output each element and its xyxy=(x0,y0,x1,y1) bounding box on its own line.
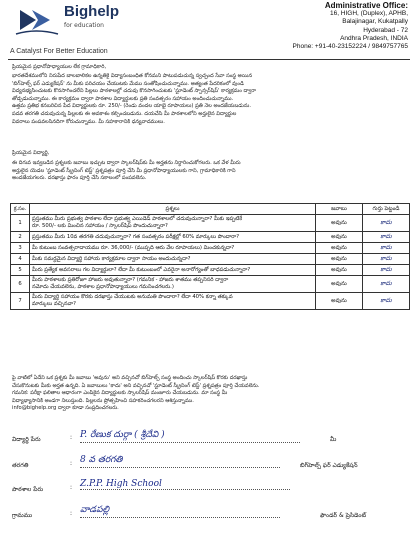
tagline: A Catalyst For Better Education xyxy=(10,48,108,55)
question-text: రూ. 500/- లకు మించిన సహాయం / స్కాలర్‌షిప్ పొందుచున్నారా? xyxy=(32,223,168,229)
table-row xyxy=(11,293,410,310)
salutation: ప్రియమైన ప్రధానోపాధ్యాయుల లేక గ్రామాధికారి, xyxy=(12,64,107,70)
header-divider xyxy=(8,59,410,60)
eligibility-table xyxy=(10,203,410,310)
name-label: విద్యార్థి పేరు xyxy=(12,436,41,443)
salutation-student: ప్రియమైన విద్యార్థి, xyxy=(12,150,50,156)
row-number: 3 xyxy=(11,243,30,254)
school-field[interactable]: Z.P.P. High School xyxy=(80,479,290,490)
village-field[interactable]: వాడపల్లి xyxy=(80,505,280,518)
office-address xyxy=(238,2,408,51)
closing-line-1: మీ xyxy=(330,436,337,443)
village-label: గ్రామము xyxy=(12,512,33,519)
question-text: మీరు పాఠశాలకు ప్రతిరోజూ హాజరు అవుతున్నారా? (గమనిక - హాజరు శాతము తప్పనిసరి ద్వారా xyxy=(32,277,229,283)
text-line: గమనిక: పరీక్షా ఫలితాల ఆధారంగా ఎంపికైన విద్యార్థులకు స్కాలర్‌షిప్ మంజూరు చేయబడును. మా సంస్థ మీ xyxy=(12,390,228,397)
table-row xyxy=(11,276,410,293)
question-cell xyxy=(30,276,316,293)
answer-cell[interactable]: అవును xyxy=(316,254,363,265)
answer-cell[interactable]: అవును xyxy=(316,276,363,293)
answer-cell[interactable]: అవును xyxy=(316,293,363,310)
text-line: విద్యాభ్యాసానికి అండగా నిలుస్తుంది. పిల్లలను ప్రోత్సహించి సహకరించగలరని ఆశిస్తున్నాము. xyxy=(12,397,194,404)
closing-line-3: ఫౌండర్ & ప్రెసిడెంట్ xyxy=(320,512,367,519)
class-field[interactable]: 8 వ తరగతి xyxy=(80,455,280,468)
address-line: Hyderabad - 72 xyxy=(363,26,408,34)
text-line: వివరాలు పంపవలసినదిగా కోరుచున్నాము. మీ సహకారానికి ధన్యవాదములు. xyxy=(12,118,165,125)
tick-cell[interactable]: కాదు xyxy=(363,232,410,243)
col-number: క్ర.సం. xyxy=(11,204,30,215)
tick-cell[interactable]: కాదు xyxy=(363,276,410,293)
col-tick: గుర్తు పెట్టండి xyxy=(363,204,410,215)
class-label: తరగతి xyxy=(12,462,29,469)
tick-cell[interactable]: కాదు xyxy=(363,254,410,265)
text-line: పై వాటిలో ఏదేని ఒక ప్రశ్నకు మీ జవాబు 'అవును' అని వచ్చినచో బిగ్‌హెల్ప్ సంస్థ అందించు స్కాలర్‌షిప్ కొరకు దరఖాస్తు xyxy=(12,375,248,381)
answer-cell[interactable]: అవును xyxy=(316,243,363,254)
row-number: 1 xyxy=(11,215,30,232)
text-line: info@bighelp.org ద్వారా కూడా సంప్రదించగలరు. xyxy=(12,405,119,412)
text-line: 'బిగ్‌హెల్ప్ ఫర్ ఎడ్యుకేషన్' ను మీకు పరిచయం చేయుటకు మేము సంతోషించుచున్నాము. అత్యంత పేదరికంలో వుండి xyxy=(12,80,244,87)
text-line: చేసుకొనుటకు మీకు అర్హత ఉన్నది. ఏ జవాబులు 'కాదు' అని వచ్చినచో 'స్టూడెంట్ స్క్రీనింగ్ టెస్ట్' ప్రశ్నపత్రం పూర్తి చేయవలెను. xyxy=(12,382,260,389)
tick-cell[interactable]: కాదు xyxy=(363,293,410,310)
office-title: Administrative Office: xyxy=(324,1,408,10)
row-number: 2 xyxy=(11,232,30,243)
question-text: మీ కుటుంబ సంవత్సరాదాయము రూ. 36,000/- (ముప్పది ఆరు వేల రూపాయలు) మించకున్నదా? xyxy=(32,244,235,251)
closing-line-2: బిగ్‌హెల్ప్ ఫర్ ఎడ్యుకేషన్ xyxy=(300,462,358,469)
table-row xyxy=(11,232,410,243)
address-line: Andhra Pradesh, INDIA xyxy=(340,34,408,42)
col-answer: జవాబు xyxy=(316,204,363,215)
row-number: 7 xyxy=(11,293,30,310)
table-row xyxy=(11,265,410,276)
text-line: అందజేయగలరు. దరఖాస్తు ఫారం పూర్తి చేసి సకాలంలో పంపవలెను. xyxy=(12,175,147,182)
letter-paragraph-2 xyxy=(12,160,408,183)
row-number: 5 xyxy=(11,265,30,276)
question-cell xyxy=(30,215,316,232)
brand-name: Bighelp xyxy=(64,3,119,20)
address-line: 16, HIGH, (Duplex), APHB, xyxy=(329,10,408,18)
question-cell xyxy=(30,254,316,265)
answer-cell[interactable]: అవును xyxy=(316,232,363,243)
question-cell xyxy=(30,265,316,276)
row-number: 6 xyxy=(11,276,30,293)
question-text: ప్రస్తుతము మీరు 10వ తరగతి చదువుచున్నారా? గత సంవత్సరం పరీక్షల్లో 60% మార్కులు పొందారా? xyxy=(32,233,240,240)
brand-subtitle: for education xyxy=(64,22,104,29)
table-row xyxy=(11,254,410,265)
text-line: అర్హులైన యెడల 'స్టూడెంట్ స్క్రీనింగ్ టెస్ట్' ప్రశ్నపత్రం పూర్తి చేసి మీ ప్రధానోపాధ్యాయులకు గాని, గ్రామాధికారికి గాని xyxy=(12,167,236,174)
logo-icon xyxy=(10,4,62,38)
text-line: విద్యనభ్యసించుటకు కొనసాగించలేని పిల్లలు పాఠశాలల్లో చదువు కొనసాగించుటకు 'స్టూడెంట్ స్పాన్సర్‌షిప్' కార్యక్రమం ద్వారా xyxy=(12,88,257,95)
question-text: మీరు ప్రత్యేక అవసరాలు గల విద్యార్థులా? లేదా మీ కుటుంబంలో ఎవరైనా అనారోగ్యంతో బాధపడుచున్నారా? xyxy=(32,266,251,273)
table-row xyxy=(11,243,410,254)
text-line: తోడ్పడుచున్నాము. ఈ కార్యక్రమం ద్వారా పాఠశాల విద్యార్థులకు ప్రతి సంవత్సరం సహాయం అందించుచున్నాము. xyxy=(12,95,234,102)
question-text: ప్రస్తుతము మీరు ప్రభుత్వ పాఠశాల లేదా ప్రభుత్వ ఎయిడెడ్ పాఠశాలలో చదువుచున్నారా? మీకు ఇప్పటికే xyxy=(32,216,243,222)
school-label: పాఠశాల పేరు xyxy=(12,486,44,493)
answer-cell[interactable]: అవును xyxy=(316,215,363,232)
question-text: నమోదు చేయవలెను, పాఠశాల ప్రధానోపాధ్యాయులు గమనించగలరు.) xyxy=(32,284,174,290)
question-text: మీరు విద్యార్థి సహాయం కొరకు దరఖాస్తు చేయుటకు అనుమతి పొందారా? లేదా 40% కన్నా తక్కువ xyxy=(32,294,233,300)
text-line: ఈ దిగువ ఇవ్వబడిన ప్రశ్నలకు జవాబు ఇచ్చుట ద్వారా స్కాలర్‌షిప్‌కు మీ అర్హతను నిర్ధారించుకోగలరు. ఒక వేళ మీరు xyxy=(12,160,241,166)
question-cell xyxy=(30,232,316,243)
tick-cell[interactable]: కాదు xyxy=(363,265,410,276)
text-line: భారతదేశములోని నిరుపేద బాలబాలికల ఉన్నతికై విద్యాసంబంధిత కోనమని పాటుపడుచున్న స్వచ్ఛంద సేవా సంస్థ అయిన xyxy=(12,73,253,79)
text-line: ఉత్తమ ప్రతిభ కనబరిచిన పేద విద్యార్థులకు రూ. 250/- (రెండు వందల యాభై రూపాయలు) ప్రతి నెల అందజేయబడును. xyxy=(12,103,251,110)
logo xyxy=(10,4,62,38)
question-text: మీకు సమర్ధమైన విద్యార్థి సహాయ కార్యక్రమాల ద్వారా సాయం అందుచున్నదా? xyxy=(32,255,191,262)
tick-cell[interactable]: కాదు xyxy=(363,243,410,254)
question-text: మార్కులు వచ్చినవా? xyxy=(32,301,76,307)
col-question: ప్రశ్నలు xyxy=(30,204,316,215)
row-number: 4 xyxy=(11,254,30,265)
eligibility-note xyxy=(12,375,408,413)
question-cell xyxy=(30,293,316,310)
student-name-field[interactable]: P. రేణుక దుర్గా ( శ్రీదేవి ) xyxy=(80,430,300,443)
answer-cell[interactable]: అవును xyxy=(316,265,363,276)
question-cell xyxy=(30,243,316,254)
text-line: పదవ తరగతి చదువుచున్న పిల్లలకు ఈ అవకాశం కల్పించబడును. దయచేసి మీ పాఠశాలలోని అర్హులైన విద్యార్థుల xyxy=(12,110,237,117)
table-header xyxy=(11,204,410,215)
phone: Phone: +91-40-23152224 / 9849757765 xyxy=(292,43,408,51)
table-row xyxy=(11,215,410,232)
tick-cell[interactable]: కాదు xyxy=(363,215,410,232)
letter-paragraph xyxy=(12,73,408,126)
address-line: Balajinagar, Kukatpally xyxy=(342,18,408,26)
